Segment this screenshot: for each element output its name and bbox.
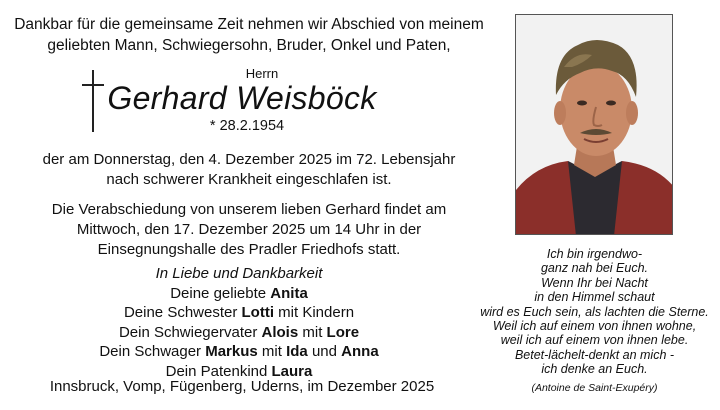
portrait-photo	[515, 14, 673, 235]
intro-text	[14, 14, 484, 56]
mourner-father-in-law: Dein Schwiegervater Alois mit Lore	[118, 323, 360, 341]
farewell-text	[14, 200, 484, 260]
portrait-icon	[516, 15, 673, 235]
poem-line: Betet-lächelt-denkt an mich -	[514, 347, 675, 362]
poem-line: wird es Euch sein, als lachten die Sterne.	[480, 304, 709, 319]
birth-date: * 28.2.1954	[209, 118, 285, 134]
mourner-wife: Deine geliebte Anita	[170, 284, 308, 302]
place-and-date: Innsbruck, Vomp, Fügenberg, Uderns, im Dezember 2025	[49, 378, 435, 395]
intro-line: geliebten Mann, Schwiegersohn, Bruder, Onkel und Paten,	[47, 37, 451, 54]
deceased-name: Gerhard Weisböck	[107, 80, 377, 116]
death-line: der am Donnerstag, den 4. Dezember 2025 im 72. Lebensjahr	[42, 151, 456, 168]
farewell-line: Die Verabschiedung von unserem lieben Gerhard findet am	[51, 201, 447, 218]
mourner-sister: Deine Schwester Lotti mit Kindern	[123, 304, 355, 321]
poem	[472, 247, 717, 377]
poem-line: Ich bin irgendwo-	[546, 247, 643, 261]
poem-author: (Antoine de Saint-Exupéry)	[531, 382, 658, 394]
poem-line: ganz nah bei Euch.	[540, 261, 649, 276]
death-line: nach schwerer Krankheit eingeschlafen ist.	[106, 171, 392, 188]
obituary-notice	[2, 2, 718, 408]
cross-icon	[82, 70, 104, 132]
mourner-godchild: Dein Patenkind Laura	[165, 362, 313, 380]
poem-line: in den Himmel schaut	[534, 290, 655, 305]
mourners-list	[14, 264, 464, 381]
poem-line: weil ich auf einem von ihnen lebe.	[500, 333, 689, 348]
poem-line: Weil ich auf einem von ihnen wohne,	[492, 319, 697, 334]
farewell-line: Einsegnungshalle des Pradler Friedhofs statt.	[97, 241, 401, 258]
intro-line: Dankbar für die gemeinsame Zeit nehmen wir Abschied von meinem	[14, 16, 484, 33]
mourners-lead: In Liebe und Dankbarkeit	[155, 265, 323, 282]
death-text	[14, 150, 484, 190]
farewell-line: Mittwoch, den 17. Dezember 2025 um 14 Uhr in der	[76, 221, 422, 238]
mourner-brother-in-law: Dein Schwager Markus mit Ida und Anna	[99, 343, 379, 360]
poem-line: Wenn Ihr bei Nacht	[541, 275, 648, 290]
honorific: Herrn	[245, 66, 279, 81]
poem-line: ich denke an Euch.	[541, 362, 648, 377]
